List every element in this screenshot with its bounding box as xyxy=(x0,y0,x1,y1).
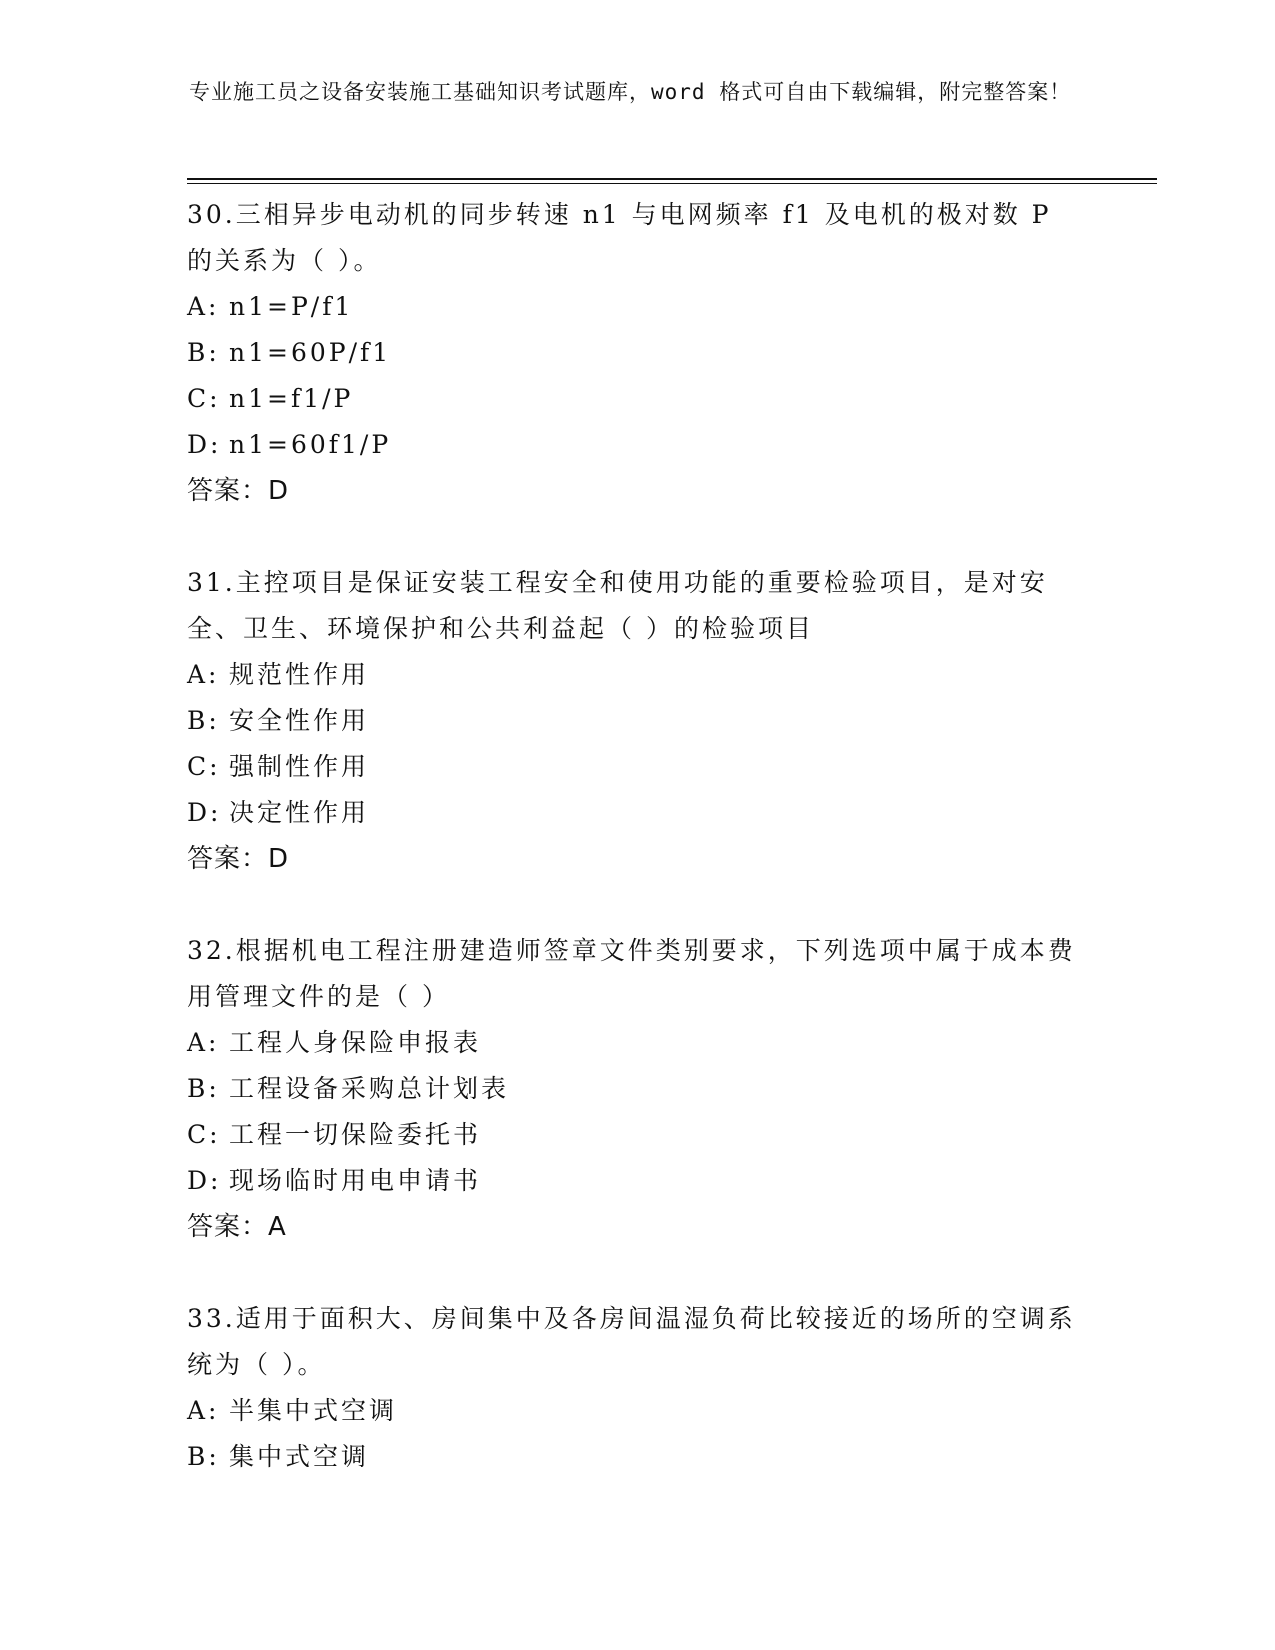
option-letter: B: xyxy=(187,1442,220,1471)
option-letter: B: xyxy=(187,706,220,735)
option-text: 工程一切保险委托书 xyxy=(229,1120,482,1149)
question-33 xyxy=(187,1296,1087,1480)
question-31 xyxy=(187,560,1087,882)
option-letter: B: xyxy=(187,1074,220,1103)
question-stem: 33.适用于面积大、房间集中及各房间温湿负荷比较接近的场所的空调系统为（ ）。 xyxy=(187,1304,1076,1379)
answer-line: 答案：D xyxy=(187,844,290,874)
option-c xyxy=(187,1112,1087,1158)
option-letter: B: xyxy=(187,338,220,367)
option-letter: C: xyxy=(187,384,221,413)
question-stem: 31.主控项目是保证安装工程安全和使用功能的重要检验项目，是对安全、卫生、环境保护和公共利益起（ ）的检验项目 xyxy=(187,568,1048,643)
option-letter: A: xyxy=(187,1028,220,1057)
option-letter: D: xyxy=(187,430,222,459)
question-list xyxy=(187,192,1087,1526)
option-letter: D: xyxy=(187,1166,222,1195)
option-text: n1=P/f1 xyxy=(229,292,354,321)
option-d xyxy=(187,790,1087,836)
question-stem: 32.根据机电工程注册建造师签章文件类别要求，下列选项中属于成本费用管理文件的是（ ） xyxy=(187,936,1076,1011)
option-letter: C: xyxy=(187,1120,221,1149)
option-text: 工程人身保险申报表 xyxy=(229,1028,482,1057)
option-letter: D: xyxy=(187,798,222,827)
option-text: 半集中式空调 xyxy=(229,1396,398,1425)
question-32 xyxy=(187,928,1087,1250)
option-c xyxy=(187,744,1087,790)
option-letter: A: xyxy=(187,292,220,321)
question-stem: 30.三相异步电动机的同步转速 n1 与电网频率 f1 及电机的极对数 P 的关系为（ ）。 xyxy=(187,200,1052,275)
option-a xyxy=(187,1388,1087,1434)
option-text: 决定性作用 xyxy=(229,798,370,827)
option-text: n1=f1/P xyxy=(229,384,354,413)
option-b xyxy=(187,330,1087,376)
option-text: 安全性作用 xyxy=(229,706,370,735)
option-c xyxy=(187,376,1087,422)
option-a xyxy=(187,284,1087,330)
answer-line: 答案：D xyxy=(187,476,290,506)
option-text: 强制性作用 xyxy=(229,752,370,781)
header-divider-thin xyxy=(187,183,1157,184)
header-divider-thick xyxy=(187,178,1157,180)
answer-line: 答案：A xyxy=(187,1212,287,1242)
option-text: 现场临时用电申请书 xyxy=(229,1166,482,1195)
option-text: 规范性作用 xyxy=(229,660,370,689)
option-a xyxy=(187,652,1087,698)
question-30 xyxy=(187,192,1087,514)
option-d xyxy=(187,1158,1087,1204)
option-b xyxy=(187,1066,1087,1112)
option-a xyxy=(187,1020,1087,1066)
document-header: 专业施工员之设备安装施工基础知识考试题库，word 格式可自由下载编辑，附完整答案！ xyxy=(189,80,1072,104)
option-letter: C: xyxy=(187,752,221,781)
option-text: n1=60f1/P xyxy=(229,430,392,459)
option-text: 工程设备采购总计划表 xyxy=(229,1074,510,1103)
option-text: 集中式空调 xyxy=(229,1442,370,1471)
option-b xyxy=(187,1434,1087,1480)
option-b xyxy=(187,698,1087,744)
option-letter: A: xyxy=(187,1396,220,1425)
option-letter: A: xyxy=(187,660,220,689)
option-d xyxy=(187,422,1087,468)
option-text: n1=60P/f1 xyxy=(229,338,392,367)
